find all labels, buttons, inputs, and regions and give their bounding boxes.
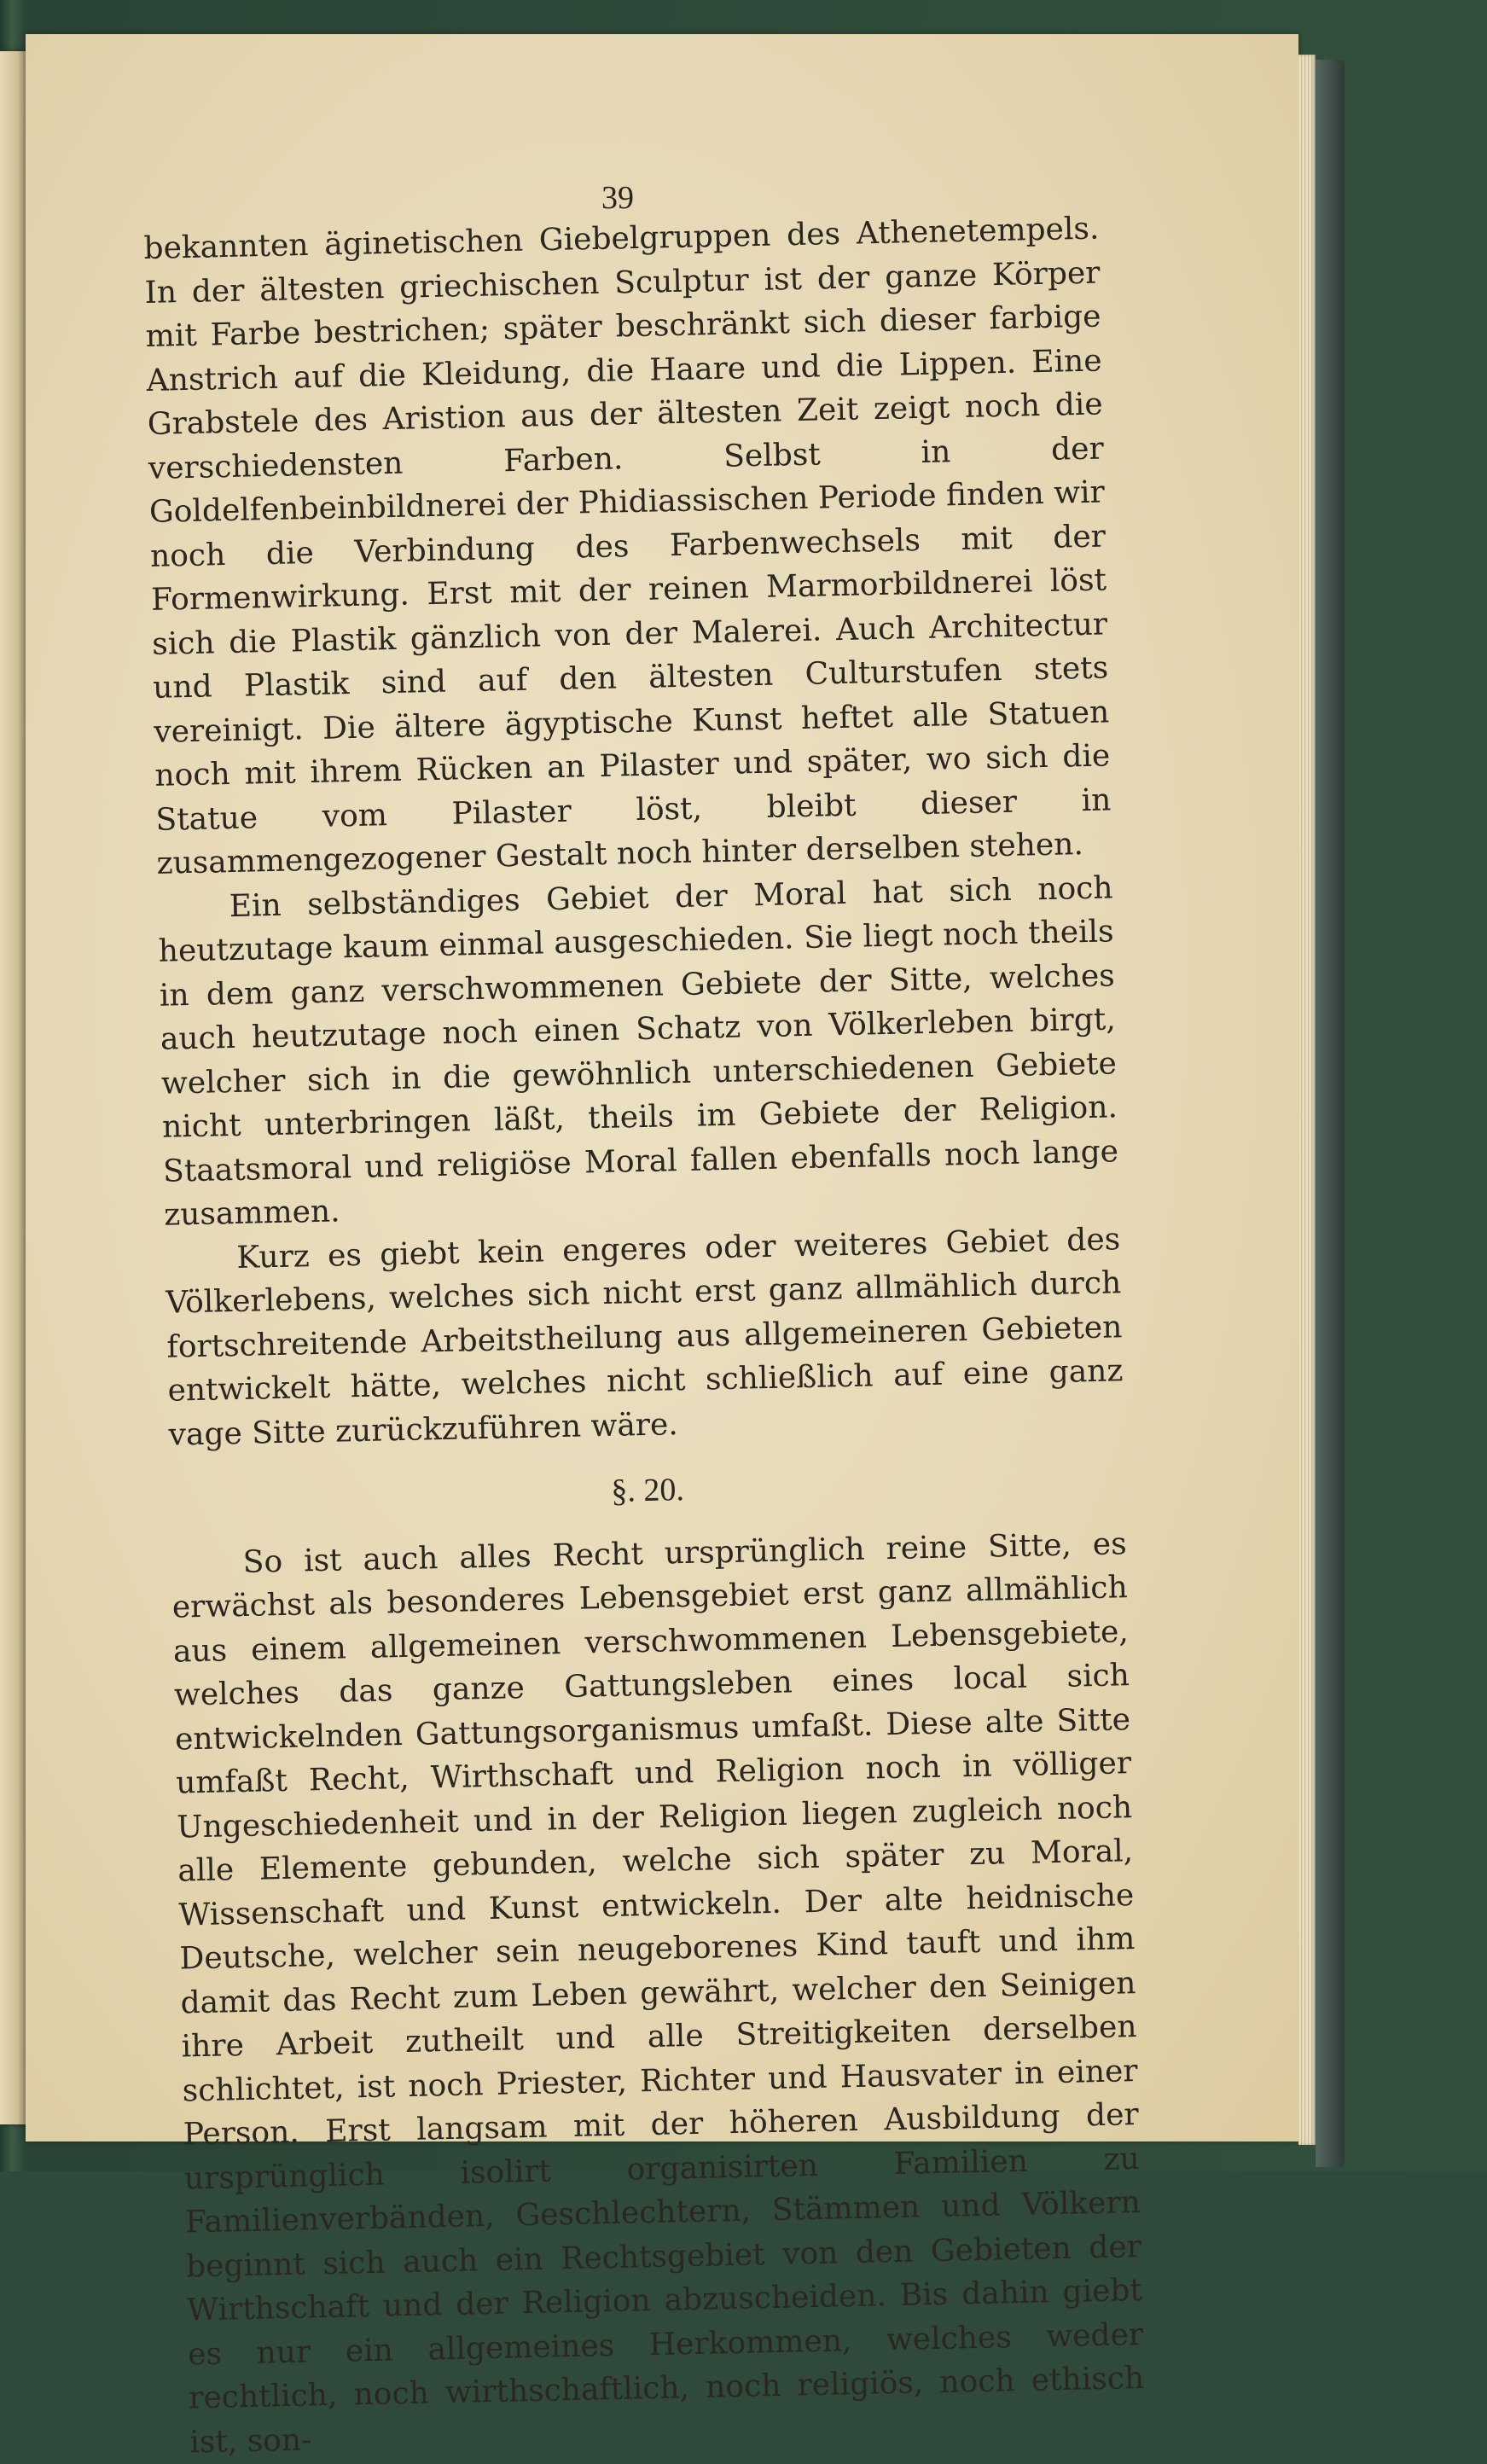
paragraph: Kurz es giebt kein engeres oder weiteres Gebiet des Völkerlebens, welches sich nicht erst ganz allmählich durch fortschreitende Arbeitstheilung aus allgemeineren Gebieten entwickelt hätte, welches nicht schließlich auf eine ganz vage Sitte zurückzuführen wäre. — [165, 1221, 1124, 1453]
page-text — [143, 207, 1146, 2464]
book-cover-edge — [1316, 60, 1345, 2167]
page-number: 39 — [601, 180, 634, 216]
section-heading: §. 20. — [610, 1472, 685, 1509]
paragraph: bekannten äginetischen Giebelgruppen des Athenetempels. In der ältesten griechischen Sculptur ist der ganze Körper mit Farbe bestrichen; später beschränkt sich dieser farbige Anstrich auf die Kleidung, die Haare und die Lippen. Eine Grabstele des Aristion aus der ältesten Zeit zeigt noch die verschiedensten Farben. Selbst in der Goldelfenbeinbildnerei der Phidiassischen Periode finden wir noch die Verbindung des Farbenwechsels mit der Formenwirkung. Erst mit der reinen Marmorbildnerei löst sich die Plastik gänzlich von der Malerei. Auch Architectur und Plastik sind auf den ältesten Culturstufen stets vereinigt. Die ältere ägyptische Kunst heftet alle Statuen noch mit ihrem Rücken an Pilaster und später, wo sich die Statue vom Pilaster löst, bleibt dieser in zusammengezogener Gestalt noch hinter derselben stehen. — [143, 211, 1112, 881]
paragraph: Ein selbständiges Gebiet der Moral hat sich noch heutzutage kaum einmal ausgeschieden. Sie liegt noch theils in dem ganz verschwommenen Gebiete der Sitte, welches auch heutzutage noch einen Schatz von Völkerleben birgt, welcher sich in die gewöhnlich unterschiedenen Gebiete nicht unterbringen läßt, theils im Gebiete der Religion. Staatsmoral und religiöse Moral fallen ebenfalls noch lange zusammen. — [158, 869, 1119, 1233]
paragraph: So ist auch alles Recht ursprünglich reine Sitte, es erwächst als besonderes Lebensgebiet erst ganz allmählich aus einem allgemeinen verschwommenen Lebensgebiete, welches das ganze Gattungsleben eines local sich entwickelnden Gattungsorganismus umfaßt. Diese alte Sitte umfaßt Recht, Wirthschaft und Religion noch in völliger Ungeschiedenheit und in der Religion liegen zugleich noch alle Elemente gebunden, welche sich später zu Moral, Wissenschaft und Kunst entwickeln. Der alte heidnische Deutsche, welcher sein neugeborenes Kind tauft und ihm damit das Recht zum Leben gewährt, welcher den Seinigen ihre Arbeit zutheilt und alle Streitigkeiten derselben schlichtet, ist noch Priester, Richter und Hausvater in einer Person. Erst langsam mit der höheren Ausbildung der ursprünglich isolirt organisirten Familien zu Familienverbänden, Geschlechtern, Stämmen und Völkern beginnt sich auch ein Rechtsgebiet von den Gebieten der Wirthschaft und der Religion abzuscheiden. Bis dahin giebt es nur ein allgemeines Herkommen, welches weder rechtlich, noch wirthschaftlich, noch religiös, noch ethisch ist, son- — [171, 1525, 1145, 2460]
page-stack-edge — [1298, 55, 1316, 2145]
facing-page-edge — [0, 51, 29, 2124]
